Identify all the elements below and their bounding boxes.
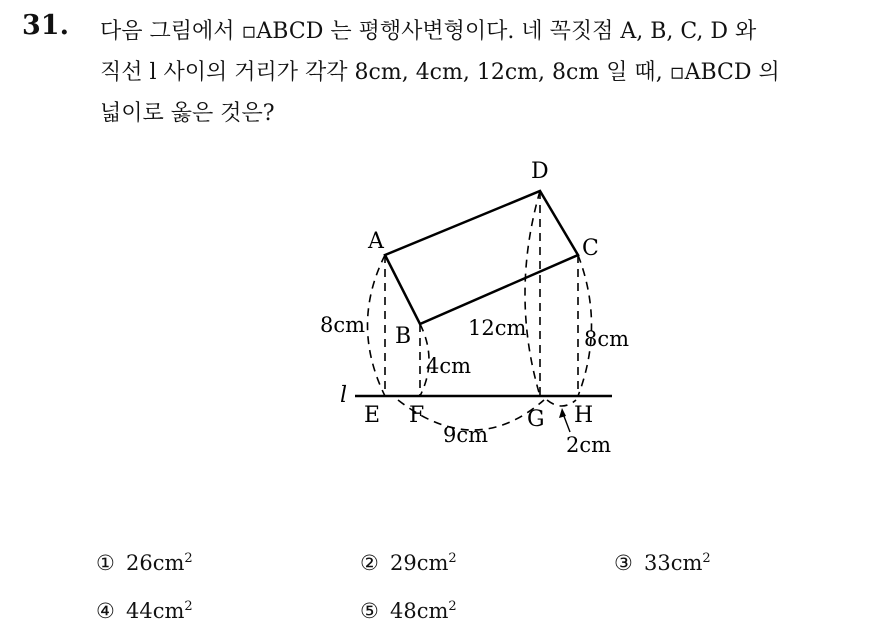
label-b: B [395, 324, 412, 349]
choice-mark: ② [360, 551, 379, 575]
arc-c-h [578, 255, 592, 396]
question-text-line-3: 넓이로 옳은 것은? [100, 101, 275, 126]
parallelogram-abcd [385, 191, 578, 324]
arrow-2cm-head [559, 408, 566, 418]
question-text-line-1: 다음 그림에서 ▫ABCD 는 평행사변형이다. 네 꼭짓점 A, B, C, D 와 [100, 19, 757, 44]
choice-exponent: 2 [448, 551, 457, 566]
choice-mark: ③ [614, 551, 633, 575]
parallelogram-figure [300, 150, 640, 460]
choice-exponent: 2 [184, 551, 193, 566]
choice-5[interactable] [360, 599, 457, 623]
question-number: 31. [22, 10, 69, 41]
choice-value: 33cm [644, 551, 703, 575]
label-e: E [364, 403, 381, 428]
choice-1[interactable] [96, 551, 193, 575]
label-line-l: l [340, 383, 348, 408]
choice-value: 26cm [126, 551, 185, 575]
label-d: D [531, 159, 549, 184]
choice-3[interactable] [614, 551, 711, 575]
choice-value: 44cm [126, 599, 185, 623]
label-dist-c: 8cm [584, 327, 630, 351]
label-g: G [527, 407, 545, 432]
label-f: F [409, 403, 425, 428]
arc-g-h [547, 400, 576, 406]
choice-mark: ① [96, 551, 115, 575]
choice-value: 48cm [390, 599, 449, 623]
arc-d-g [525, 191, 540, 396]
label-dist-d: 12cm [468, 316, 527, 340]
question-text-line-2: 직선 l 사이의 거리가 각각 8cm, 4cm, 12cm, 8cm 일 때, ▫ABCD 의 [100, 60, 780, 85]
choice-2[interactable] [360, 551, 457, 575]
arc-a-e [368, 255, 386, 396]
label-c: C [582, 236, 599, 261]
label-h: H [574, 403, 594, 428]
choice-exponent: 2 [702, 551, 711, 566]
label-len-fg: 9cm [443, 423, 489, 447]
choice-mark: ④ [96, 599, 115, 623]
choice-mark: ⑤ [360, 599, 379, 623]
label-dist-a: 8cm [320, 313, 366, 337]
label-len-gh: 2cm [566, 433, 612, 457]
choice-4[interactable] [96, 599, 193, 623]
choice-exponent: 2 [448, 599, 457, 614]
label-dist-b: 4cm [426, 354, 472, 378]
choice-exponent: 2 [184, 599, 193, 614]
choice-value: 29cm [390, 551, 449, 575]
label-a: A [368, 229, 384, 254]
